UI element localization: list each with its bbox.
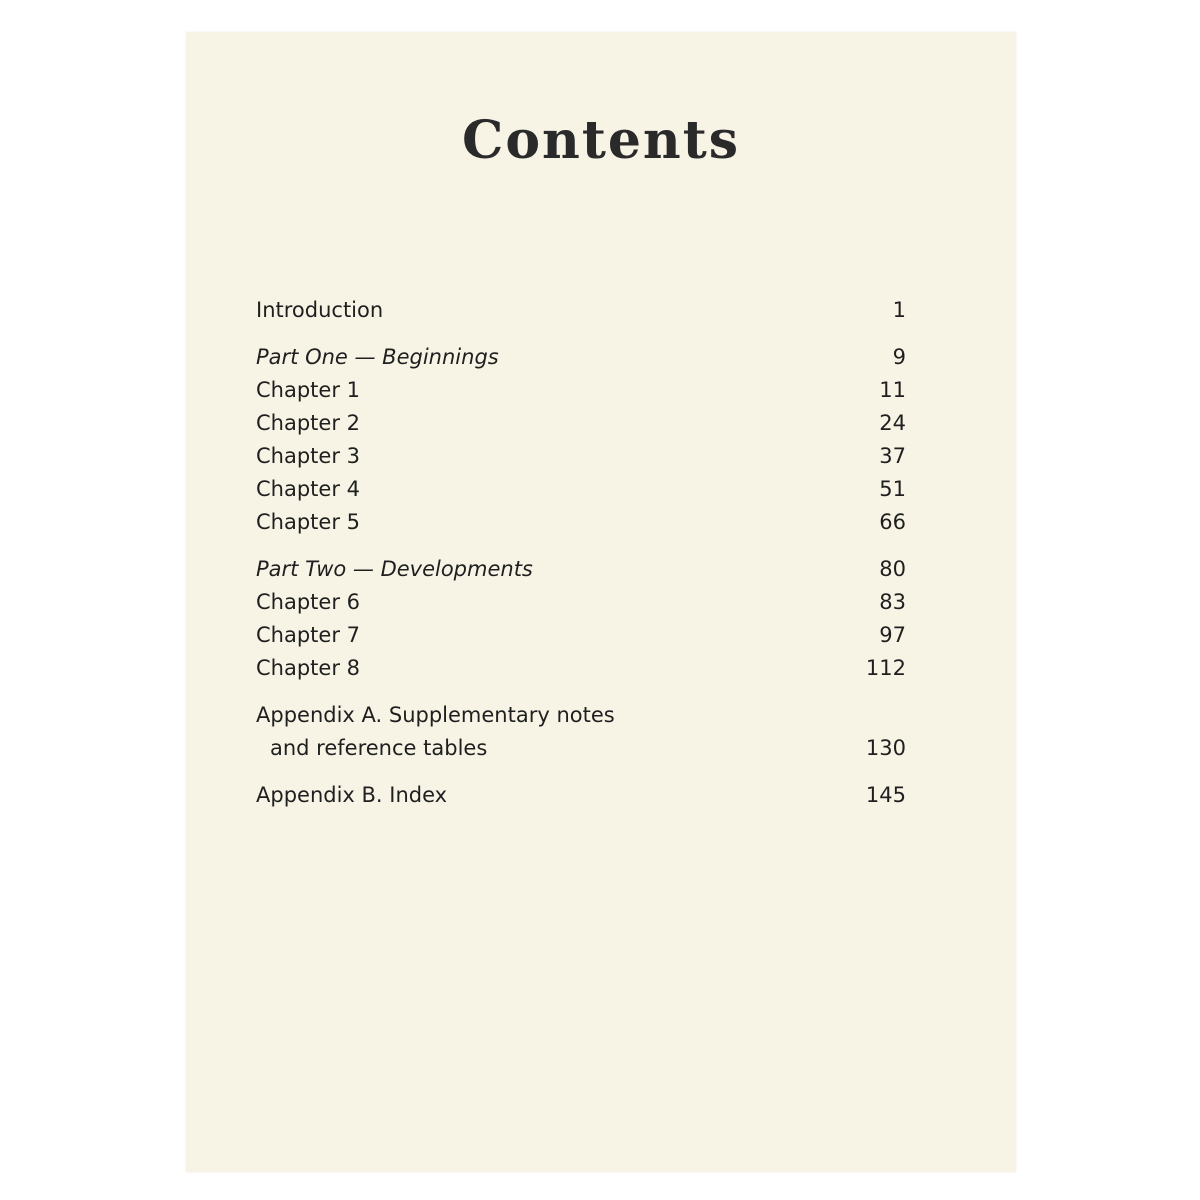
toc-entry	[256, 294, 906, 327]
toc-entry-label: Appendix A. Supplementary notes	[256, 703, 615, 727]
toc-spacer	[256, 327, 906, 341]
page-title: Contents	[461, 110, 741, 171]
toc-entry	[256, 652, 906, 685]
table-of-contents	[256, 294, 906, 812]
toc-entry-label: Chapter 7	[256, 623, 360, 647]
toc-entry-page: 11	[879, 378, 906, 402]
toc-entry	[256, 407, 906, 440]
toc-entry-label: Chapter 8	[256, 656, 360, 680]
toc-entry-label: Chapter 2	[256, 411, 360, 435]
toc-entry-label: Chapter 5	[256, 510, 360, 534]
toc-entry	[256, 473, 906, 506]
toc-entry-label: Chapter 4	[256, 477, 360, 501]
toc-entry-label: Part Two — Developments	[256, 557, 533, 581]
toc-entry	[256, 553, 906, 586]
toc-entry-page: 80	[879, 557, 906, 581]
toc-entry-page: 97	[879, 623, 906, 647]
toc-entry-label: and reference tables	[270, 736, 488, 760]
toc-entry	[256, 506, 906, 539]
toc-entry-label: Part One — Beginnings	[256, 345, 499, 369]
toc-spacer	[256, 765, 906, 779]
toc-entry-page: 1	[892, 298, 906, 322]
toc-entry	[256, 440, 906, 473]
toc-entry-page: 130	[865, 736, 906, 760]
toc-entry	[256, 374, 906, 407]
toc-spacer	[256, 685, 906, 699]
toc-entry	[256, 699, 906, 732]
toc-entry-label: Chapter 6	[256, 590, 360, 614]
toc-entry-label: Introduction	[256, 298, 384, 322]
toc-entry-page: 9	[892, 345, 906, 369]
toc-entry	[256, 586, 906, 619]
toc-entry-page: 145	[865, 783, 906, 807]
toc-entry	[256, 341, 906, 374]
toc-entry-page: 66	[879, 510, 906, 534]
toc-entry-page: 112	[865, 656, 906, 680]
toc-entry-continuation	[256, 732, 906, 765]
book-page	[186, 32, 1016, 1172]
toc-entry-label: Chapter 1	[256, 378, 360, 402]
toc-entry-label: Appendix B. Index	[256, 783, 448, 807]
toc-entry-page: 37	[879, 444, 906, 468]
toc-entry-page: 51	[879, 477, 906, 501]
toc-entry-label: Chapter 3	[256, 444, 360, 468]
toc-entry-page: 83	[879, 590, 906, 614]
toc-spacer	[256, 539, 906, 553]
toc-entry	[256, 779, 906, 812]
toc-entry	[256, 619, 906, 652]
toc-entry-page: 24	[879, 411, 906, 435]
